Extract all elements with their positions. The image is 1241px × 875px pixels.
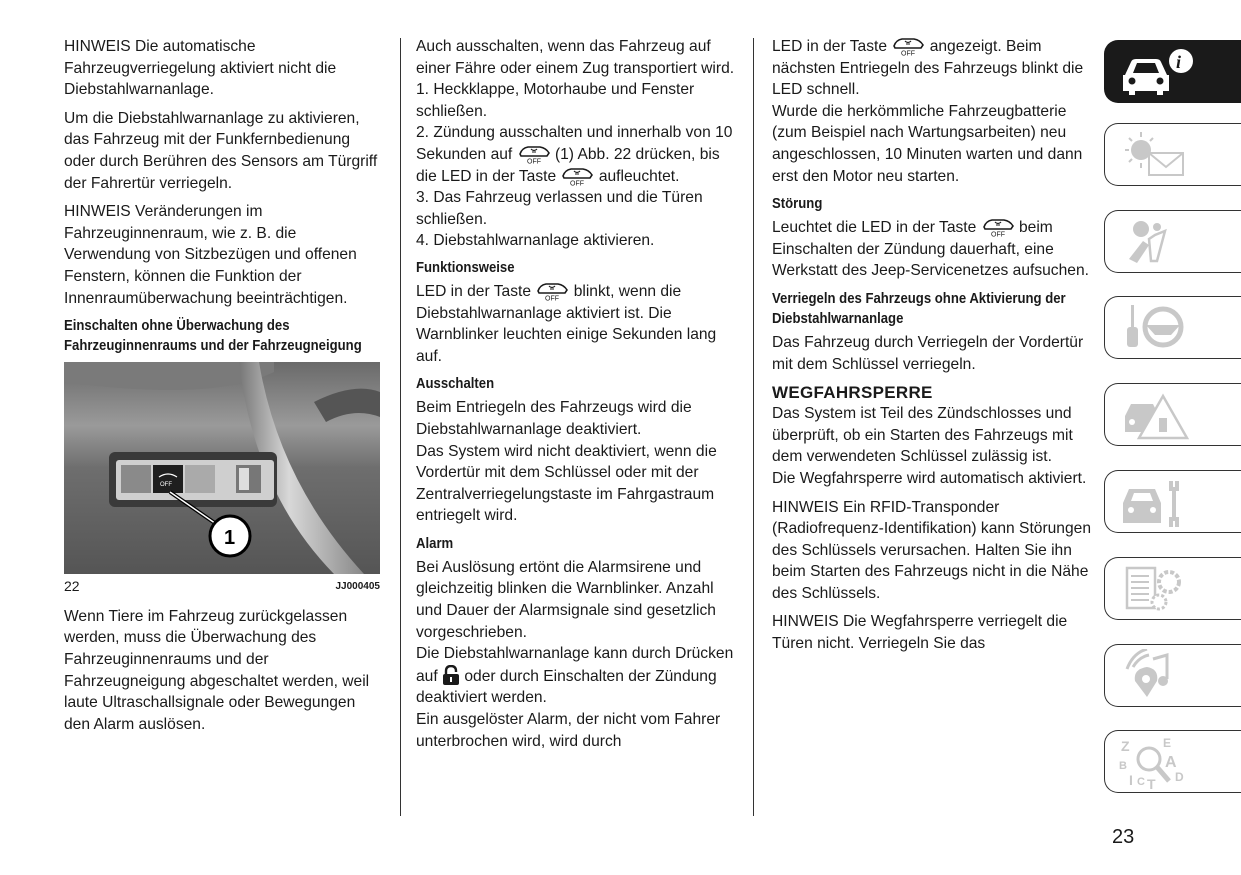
alarm-off-key-icon (517, 144, 551, 164)
svg-text:E: E (1163, 736, 1172, 750)
paragraph: Das Fahrzeug durch Verriegeln der Vordertür mit dem Schlüssel verriegeln. (772, 333, 1084, 373)
tab-multimedia[interactable] (1104, 644, 1241, 707)
svg-text:Z: Z (1121, 738, 1130, 754)
tab-warning-lights[interactable] (1104, 123, 1241, 186)
tab-vehicle-info[interactable] (1104, 40, 1241, 103)
svg-text:A: A (1165, 754, 1177, 771)
alarm-off-key-icon (891, 36, 925, 56)
specs-gears-icon (1119, 562, 1199, 617)
tab-emergency[interactable] (1104, 383, 1241, 446)
figure-number: 22 (64, 578, 80, 595)
svg-text:B: B (1119, 760, 1127, 772)
column-divider (400, 38, 401, 816)
paragraph: Ein ausgelöster Alarm, der nicht vom Fahrer unterbrochen wird, wird durch (416, 711, 721, 750)
svg-text:OFF: OFF (160, 482, 172, 489)
section-heading: Alarm (416, 535, 454, 552)
hinweis-paragraph: HINWEIS Veränderungen im Fahrzeuginnenraum, wie z. B. die Verwendung von Sitzbezügen und offenen Fenstern, können die Funktion der Innenraumüberwachung beeinträchtigen. (64, 203, 357, 307)
svg-text:D: D (1175, 770, 1184, 784)
svg-text:i: i (1176, 52, 1182, 72)
figure-caption (64, 576, 380, 598)
tab-technical-data[interactable] (1104, 557, 1241, 620)
column-2 (416, 36, 738, 752)
section-heading: Störung (772, 196, 823, 213)
paragraph: LED in der Taste angezeigt. Beim nächsten Entriegeln des Fahrzeugs blinkt die LED schnell. (772, 38, 1084, 99)
column-3 (772, 36, 1094, 662)
airbag-seat-icon (1119, 215, 1199, 270)
tab-index[interactable] (1104, 730, 1241, 793)
paragraph: Das System ist Teil des Zündschlosses und überprüft, ob ein Starten des Fahrzeugs mit dem verwendeten Schlüssel zulässig ist. (772, 405, 1073, 466)
car-emergency-triangle-icon (1119, 388, 1199, 443)
section-heading: Einschalten ohne Überwachung des Fahrzeuginnenraums und der Fahrzeugneigung (64, 318, 362, 355)
figure-code: JJ000405 (335, 581, 380, 593)
paragraph: Die Wegfahrsperre wird automatisch aktiviert. (772, 469, 1087, 487)
paragraph: Das System wird nicht deaktiviert, wenn die Vordertür mit dem Schlüssel oder mit der Zentralverriegelungstaste im Fahrgastraum entriegelt wird. (416, 442, 717, 525)
svg-text:I: I (1129, 772, 1133, 788)
step-1: 1. Heckklappe, Motorhaube und Fenster schließen. (416, 81, 695, 120)
section-heading: Ausschalten (416, 376, 495, 393)
alarm-off-key-icon (981, 217, 1015, 237)
step-3: 3. Das Fahrzeug verlassen und die Türen schließen. (416, 189, 703, 228)
paragraph: Die Diebstahlwarnanlage kann durch Drücken auf oder durch Einschalten der Zündung deaktiviert werden. (416, 645, 734, 707)
alarm-off-key-icon (560, 166, 594, 186)
column-1 (64, 36, 380, 742)
hinweis-paragraph: HINWEIS Die automatische Fahrzeugverriegelung aktiviert nicht die Diebstahlwarnanlage. (64, 38, 337, 99)
padlock-icon (442, 665, 460, 685)
paragraph: Um die Diebstahlwarnanlage zu aktivieren, das Fahrzeug mit der Funkfernbedienung oder durch Berühren des Sensors am Türgriff der Fahrertür verriegeln. (64, 109, 378, 192)
svg-text:C: C (1137, 776, 1145, 788)
paragraph: Beim Entriegeln des Fahrzeugs wird die Diebstahlwarnanlage deaktiviert. (416, 399, 692, 438)
hinweis-paragraph: HINWEIS Ein RFID-Transponder (Radiofrequenz-Identifikation) kann Störungen des Schlüssels verursachen. Halten Sie ihn beim Starten des Fahrzeugs nicht in die Nähe des Schlüssels. (772, 498, 1092, 602)
paragraph: Leuchtet die LED in der Taste beim Einschalten der Zündung dauerhaft, eine Werkstatt des Jeep-Servicenetzes aufsuchen. (772, 219, 1089, 280)
tab-starting-driving[interactable] (1104, 296, 1241, 359)
figure-22-image (64, 362, 380, 574)
svg-text:T: T (1147, 776, 1156, 790)
key-steering-wheel-icon (1119, 301, 1199, 356)
page-number: 23 (1112, 826, 1135, 848)
car-info-icon (1119, 45, 1199, 100)
paragraph: Auch ausschalten, wenn das Fahrzeug auf einer Fähre oder einem Zug transportiert wird. (416, 38, 735, 77)
paragraph: LED in der Taste blinkt, wenn die Diebstahlwarnanlage aktiviert ist. Die Warnblinker leuchten einige Sekunden lang auf. (416, 282, 717, 365)
paragraph: Wenn Tiere im Fahrzeug zurückgelassen werden, muss die Überwachung des Fahrzeuginnenraums und der Fahrzeugneigung abgeschaltet werden, weil laute Ultraschallsignale oder Bewegungen den Alarm auslösen. (64, 607, 370, 733)
alarm-off-key-icon (535, 281, 569, 301)
index-search-icon (1119, 735, 1199, 790)
car-wrench-icon (1119, 475, 1199, 530)
warning-light-message-icon (1119, 128, 1199, 183)
step-2: 2. Zündung ausschalten und innerhalb von 10 Sekunden auf (1) Abb. 22 drücken, bis die LED in der Taste aufleuchtet. (416, 122, 738, 187)
tab-safety[interactable] (1104, 210, 1241, 273)
column-divider (753, 38, 754, 816)
chapter-heading: WEGFAHRSPERRE (772, 383, 933, 403)
paragraph: Bei Auslösung ertönt die Alarmsirene und gleichzeitig blinken die Warnblinker. Anzahl und Dauer der Alarmsignale sind gesetzlich vorgeschrieben. (416, 558, 716, 641)
multimedia-icon (1119, 649, 1199, 704)
step-4: 4. Diebstahlwarnanlage aktivieren. (416, 232, 655, 250)
tab-maintenance[interactable] (1104, 470, 1241, 533)
section-heading: Funktionsweise (416, 259, 515, 276)
paragraph: Wurde die herkömmliche Fahrzeugbatterie (zum Beispiel nach Wartungsarbeiten) neu angeschlossen, 10 Minuten warten und dann erst den Motor neu starten. (772, 102, 1083, 185)
svg-text:1: 1 (224, 527, 236, 550)
dashboard-switch-photo (64, 362, 380, 574)
hinweis-paragraph: HINWEIS Die Wegfahrsperre verriegelt die Türen nicht. Verriegeln Sie das (772, 613, 1068, 653)
section-heading: Verriegeln des Fahrzeugs ohne Aktivierung der Diebstahlwarnanlage (772, 290, 1066, 327)
